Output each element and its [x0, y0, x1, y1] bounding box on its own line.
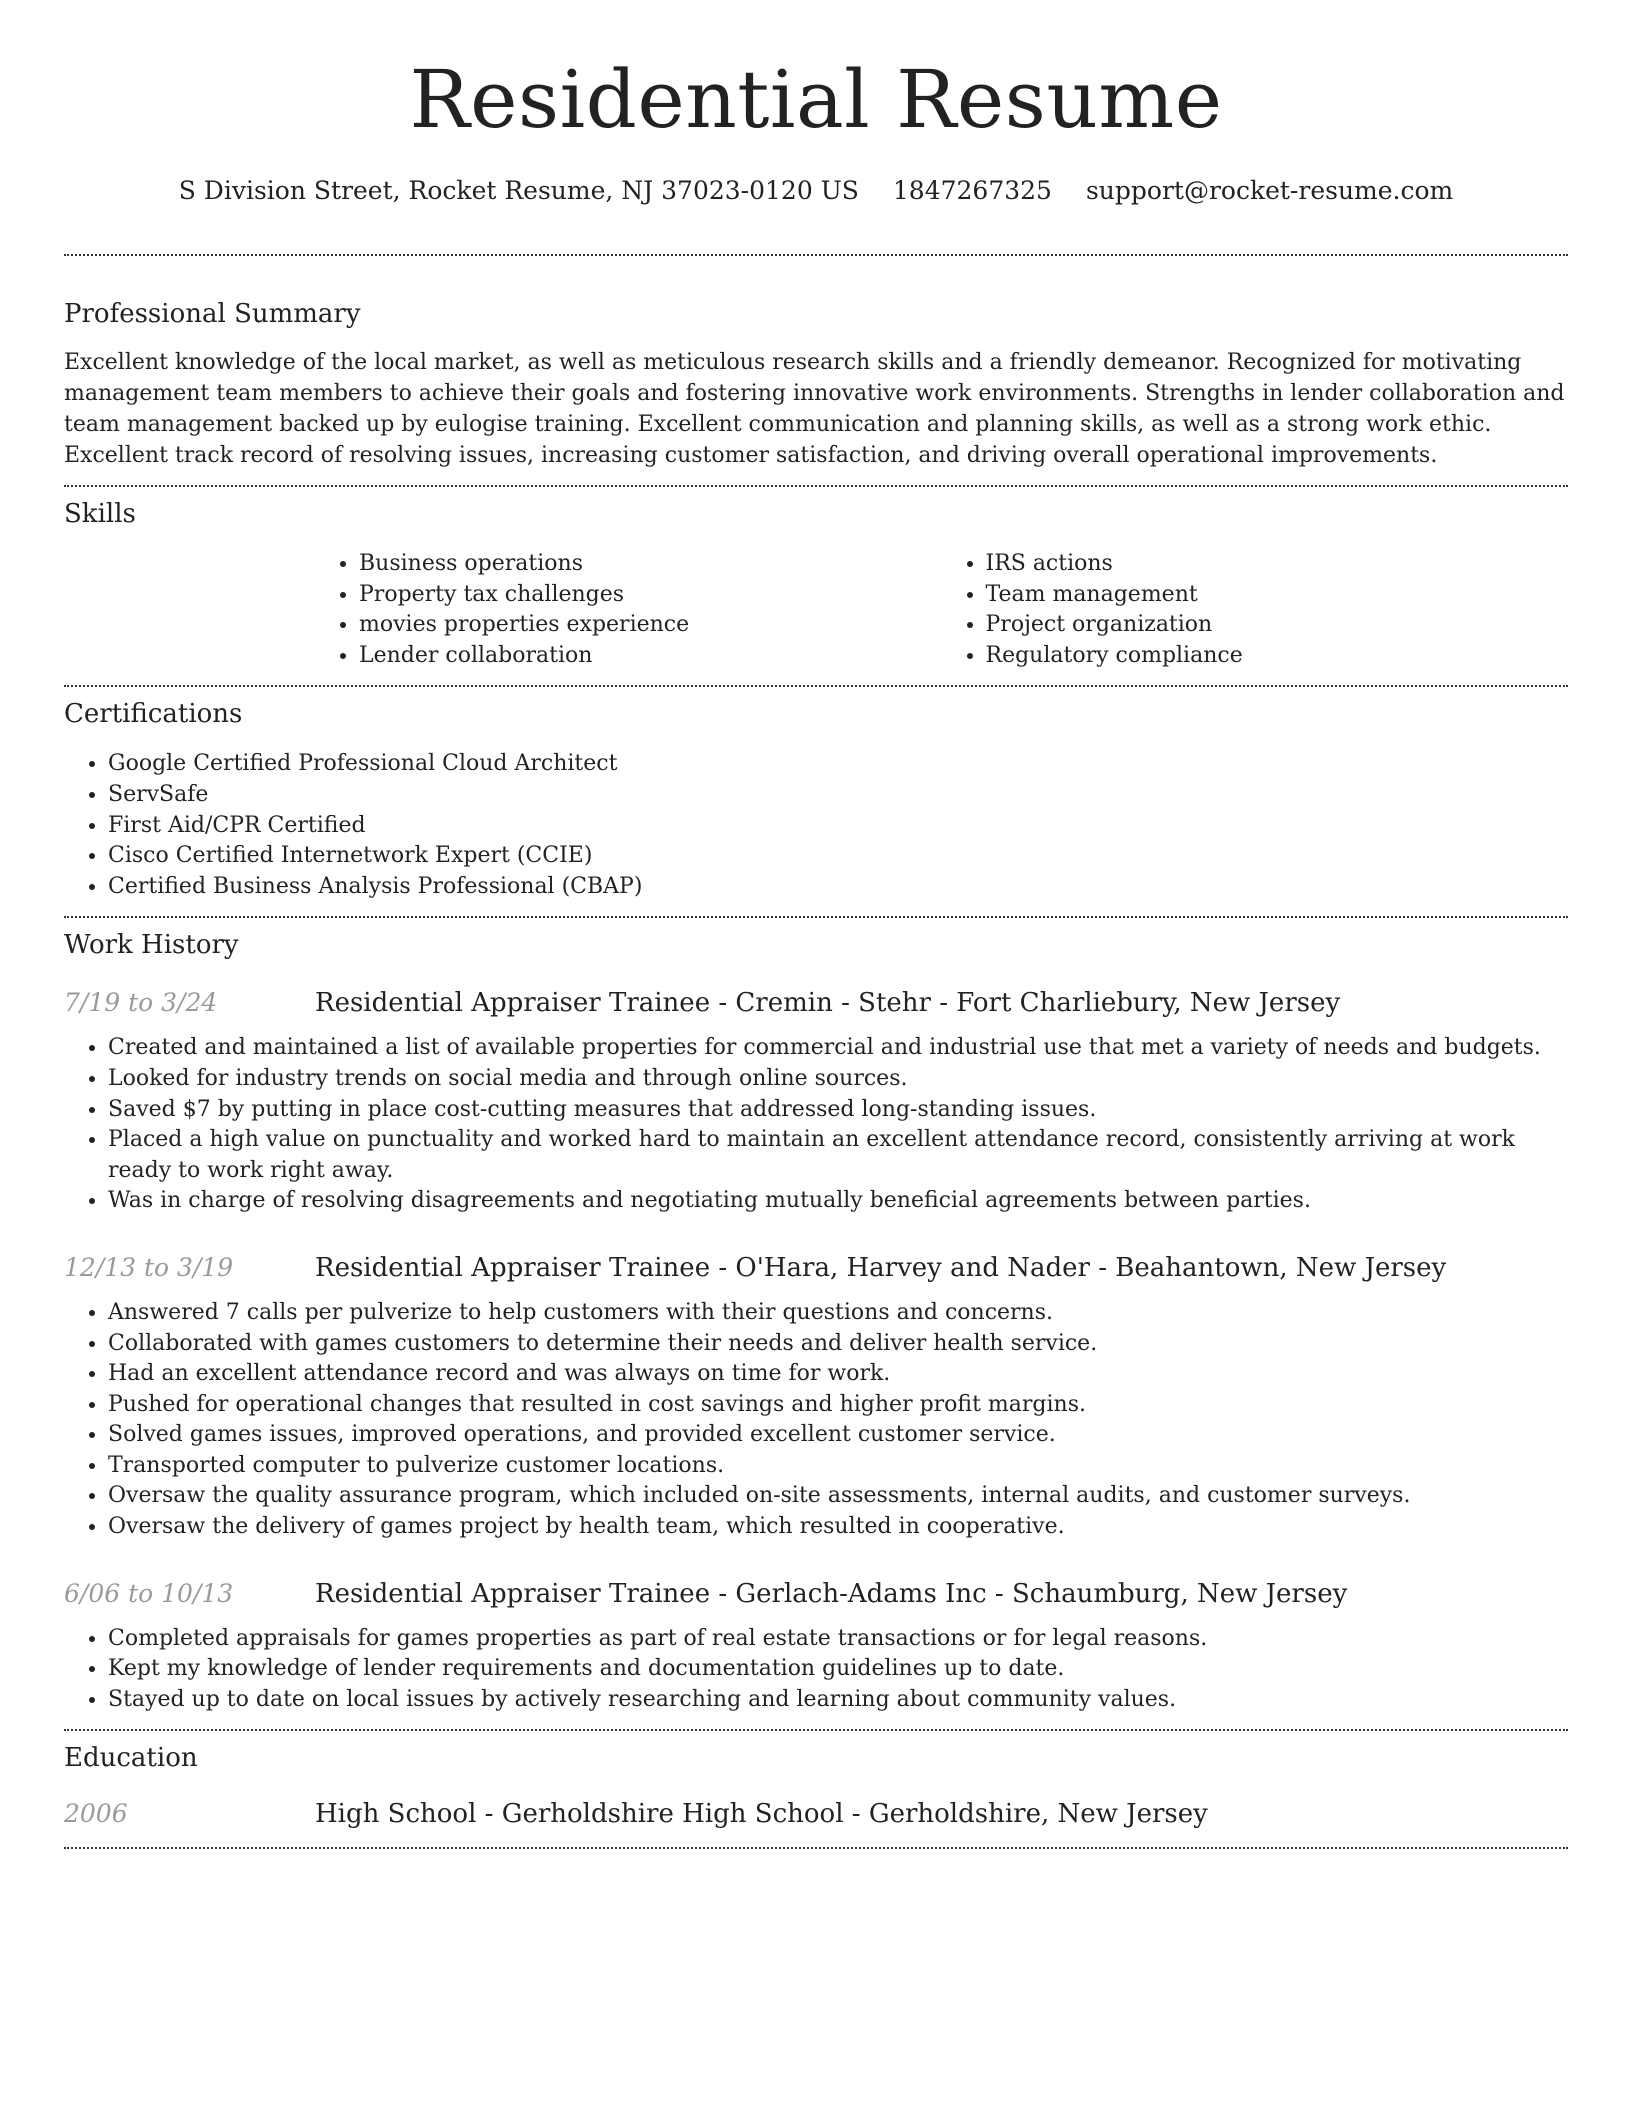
summary-text: Excellent knowledge of the local market, as well as meticulous research skills and a friendly demeanor. Recognized for motivating management team members to achieve their goals and fostering innovative work environments. Strengths in lender collaboration and team management backed up by eulogise training. Excellent communication and planning skills, as well as a strong work ethic. Excellent track record of resolving issues, increasing customer satisfaction, and driving overall operational improvements.: [64, 350, 1565, 468]
skill-item: • Lender collaboration: [359, 641, 942, 672]
resume-name: Residential Resume: [409, 53, 1223, 146]
certification-item: • Google Certified Professional Cloud Architect: [108, 749, 1568, 780]
job-title: Residential Appraiser Trainee - O'Hara, Harvey and Nader - Beahantown, New Jersey: [315, 1252, 1447, 1283]
job-dates: 7/19 to 3/24: [64, 988, 218, 1018]
job-bullet: • Completed appraisals for games properties as part of real estate transactions or for legal reasons.: [108, 1624, 1568, 1655]
certifications-list: [64, 749, 1568, 916]
job-bullet: • Was in charge of resolving disagreements and negotiating mutually beneficial agreements between parties.: [108, 1186, 1568, 1217]
job-bullet: • Solved games issues, improved operations, and provided excellent customer service.: [108, 1420, 1568, 1451]
job-bullet: • Collaborated with games customers to determine their needs and deliver health service.: [108, 1329, 1568, 1360]
job-entry: [64, 986, 1568, 1217]
job-bullet: • Looked for industry trends on social media and through online sources.: [108, 1064, 1568, 1095]
job-bullet: • Oversaw the quality assurance program, which included on-site assessments, internal audits, and customer surveys.: [108, 1481, 1568, 1512]
education-entry: [64, 1797, 1568, 1847]
divider: [64, 1847, 1568, 1849]
contact-line: [64, 174, 1568, 208]
contact-address: S Division Street, Rocket Resume, NJ 37023-0120 US: [178, 176, 859, 205]
certifications-title: Certifications: [64, 699, 243, 730]
job-header: [64, 1251, 1568, 1285]
certification-item: • Certified Business Analysis Professional (CBAP): [108, 872, 1568, 903]
job-header: [64, 1577, 1568, 1611]
contact-phone: 1847267325: [892, 176, 1052, 205]
job-header: [64, 986, 1568, 1020]
job-bullet: • Kept my knowledge of lender requirements and documentation guidelines up to date.: [108, 1654, 1568, 1685]
work-title: Work History: [64, 930, 239, 961]
job-bullet: • Answered 7 calls per pulverize to help customers with their questions and concerns.: [108, 1298, 1568, 1329]
skill-item: • IRS actions: [986, 549, 1569, 580]
job-title: Residential Appraiser Trainee - Gerlach-Adams Inc - Schaumburg, New Jersey: [315, 1578, 1348, 1609]
summary-section: [64, 256, 1568, 485]
job-bullet: • Pushed for operational changes that resulted in cost savings and higher profit margins.: [108, 1390, 1568, 1421]
education-year: 2006: [64, 1799, 128, 1829]
skills-list-right: [942, 549, 1569, 671]
job-entry: [64, 1577, 1568, 1730]
education-school: High School - Gerholdshire High School - Gerholdshire, New Jersey: [315, 1799, 1208, 1830]
education-title: Education: [64, 1743, 198, 1774]
job-bullet: • Transported computer to pulverize customer locations.: [108, 1451, 1568, 1482]
skills-grid: [315, 549, 1568, 685]
job-bullets: [64, 1298, 1568, 1543]
certifications-section: [64, 687, 1568, 916]
job-title: Residential Appraiser Trainee - Cremin - Stehr - Fort Charliebury, New Jersey: [315, 988, 1341, 1019]
skill-item: • Business operations: [359, 549, 942, 580]
certification-item: • ServSafe: [108, 780, 1568, 811]
certification-item: • Cisco Certified Internetwork Expert (CCIE): [108, 841, 1568, 872]
job-dates: 6/06 to 10/13: [64, 1578, 234, 1608]
job-bullet: • Oversaw the delivery of games project by health team, which resulted in cooperative.: [108, 1512, 1568, 1543]
job-bullet: • Stayed up to date on local issues by actively researching and learning about community values.: [108, 1685, 1568, 1716]
skills-title: Skills: [64, 499, 136, 529]
skill-item: • Team management: [986, 580, 1569, 611]
job-entry: [64, 1251, 1568, 1543]
education-section: [64, 1731, 1568, 1847]
job-bullets: [64, 1033, 1568, 1217]
summary-title: Professional Summary: [64, 299, 361, 329]
skills-list-left: [315, 549, 942, 671]
skill-item: • Project organization: [986, 610, 1569, 641]
job-bullet: • Had an excellent attendance record and was always on time for work.: [108, 1359, 1568, 1390]
work-section: [64, 918, 1568, 1729]
skill-item: • movies properties experience: [359, 610, 942, 641]
job-bullet: • Placed a high value on punctuality and worked hard to maintain an excellent attendance record, consistently arriving at work ready to work right away.: [108, 1125, 1568, 1186]
job-bullet: • Created and maintained a list of available properties for commercial and industrial use that met a variety of needs and budgets.: [108, 1033, 1568, 1064]
certification-item: • First Aid/CPR Certified: [108, 811, 1568, 842]
job-dates: 12/13 to 3/19: [64, 1252, 234, 1282]
job-bullet: • Saved $7 by putting in place cost-cutting measures that addressed long-standing issues.: [108, 1095, 1568, 1126]
skills-section: [64, 487, 1568, 685]
contact-email: support@rocket-resume.com: [1085, 176, 1454, 205]
skill-item: • Property tax challenges: [359, 580, 942, 611]
job-bullets: [64, 1624, 1568, 1716]
skill-item: • Regulatory compliance: [986, 641, 1569, 672]
